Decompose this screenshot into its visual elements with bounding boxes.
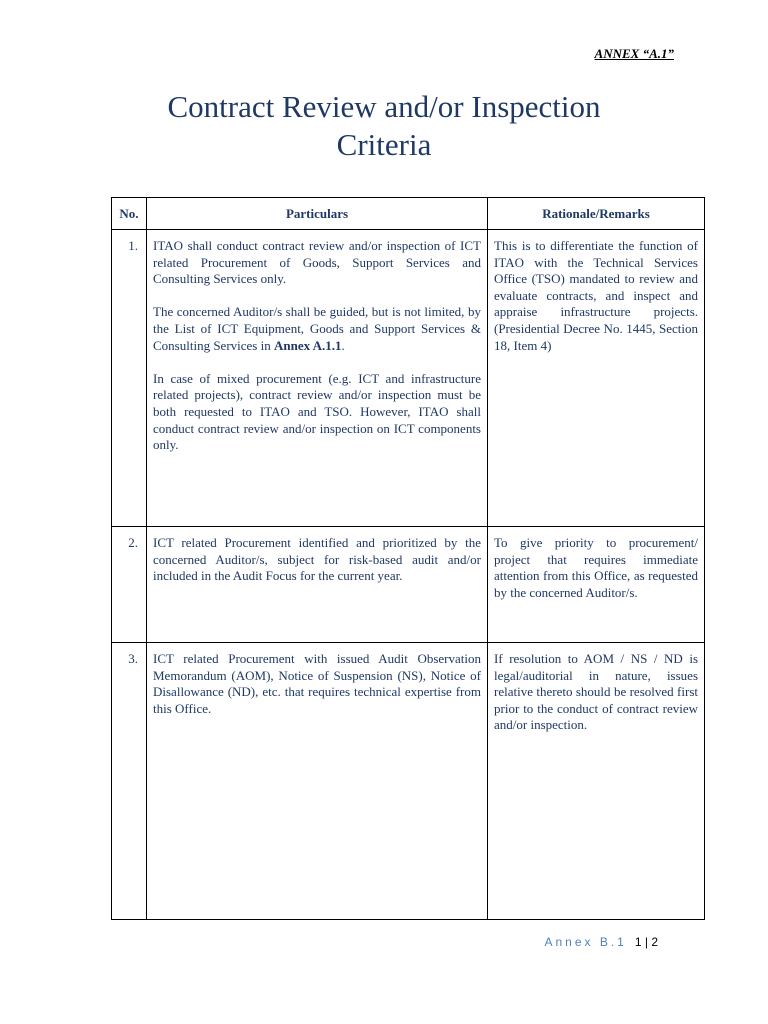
column-header-no: No. [112, 198, 147, 230]
table-row [112, 643, 705, 920]
row-number: 3. [112, 643, 147, 920]
criteria-table [111, 197, 705, 920]
annex-label: ANNEX “A.1” [594, 46, 674, 61]
table-row [112, 230, 705, 527]
particulars-paragraph: ICT related Procurement identified and prioritized by the concerned Auditor/s, subject for risk-based audit and/or included in the Audit Focus for the current year. [153, 535, 481, 584]
row-number: 2. [112, 527, 147, 643]
table-row [112, 527, 705, 643]
page-footer [544, 935, 658, 949]
table-header-row [112, 198, 705, 230]
remarks-cell: This is to differentiate the function of ITAO with the Technical Services Office (TSO) mandated to review and evaluate contracts, and inspect and appraise infrastructure projects. (Presidential Decree No. 1445, Section 18, Item 4) [488, 230, 705, 527]
particulars-paragraph: ICT related Procurement with issued Audit Observation Memorandum (AOM), Notice of Suspension (NS), Notice of Disallowance (ND), etc. that requires technical expertise from this Office. [153, 651, 481, 716]
particulars-paragraph: ITAO shall conduct contract review and/or inspection of ICT related Procurement of Goods, Support Services and Consulting Services only. [153, 238, 481, 287]
column-header-remarks: Rationale/Remarks [488, 198, 705, 230]
column-header-particulars: Particulars [147, 198, 488, 230]
title-line-2: Criteria [336, 127, 432, 162]
particulars-paragraph: In case of mixed procurement (e.g. ICT and infrastructure related projects), contract review and/or inspection must be both requested to ITAO and TSO. However, ITAO shall conduct contract review and/or inspection on ICT components only. [153, 370, 481, 453]
particulars-text: The concerned Auditor/s shall be guided, but is not limited, by the List of ICT Equipment, Goods and Support Services & Consulting Services in [153, 304, 481, 353]
remarks-cell: To give priority to procurement/ project that requires immediate attention from this Office, as requested by the concerned Auditor/s. [488, 527, 705, 643]
particulars-cell [147, 230, 488, 527]
page-title [0, 88, 768, 164]
particulars-cell [147, 527, 488, 643]
particulars-text-suffix: . [341, 337, 345, 353]
remarks-cell: If resolution to AOM / NS / ND is legal/auditorial in nature, issues relative thereto should be resolved first prior to the conduct of contract review and/or inspection. [488, 643, 705, 920]
particulars-paragraph [153, 304, 481, 354]
footer-annex: Annex B.1 [544, 935, 627, 949]
annex-reference: Annex A.1.1 [273, 337, 342, 353]
page-number: 1 | 2 [634, 935, 658, 949]
particulars-cell [147, 643, 488, 920]
row-number: 1. [112, 230, 147, 527]
title-line-1: Contract Review and/or Inspection [167, 89, 601, 124]
